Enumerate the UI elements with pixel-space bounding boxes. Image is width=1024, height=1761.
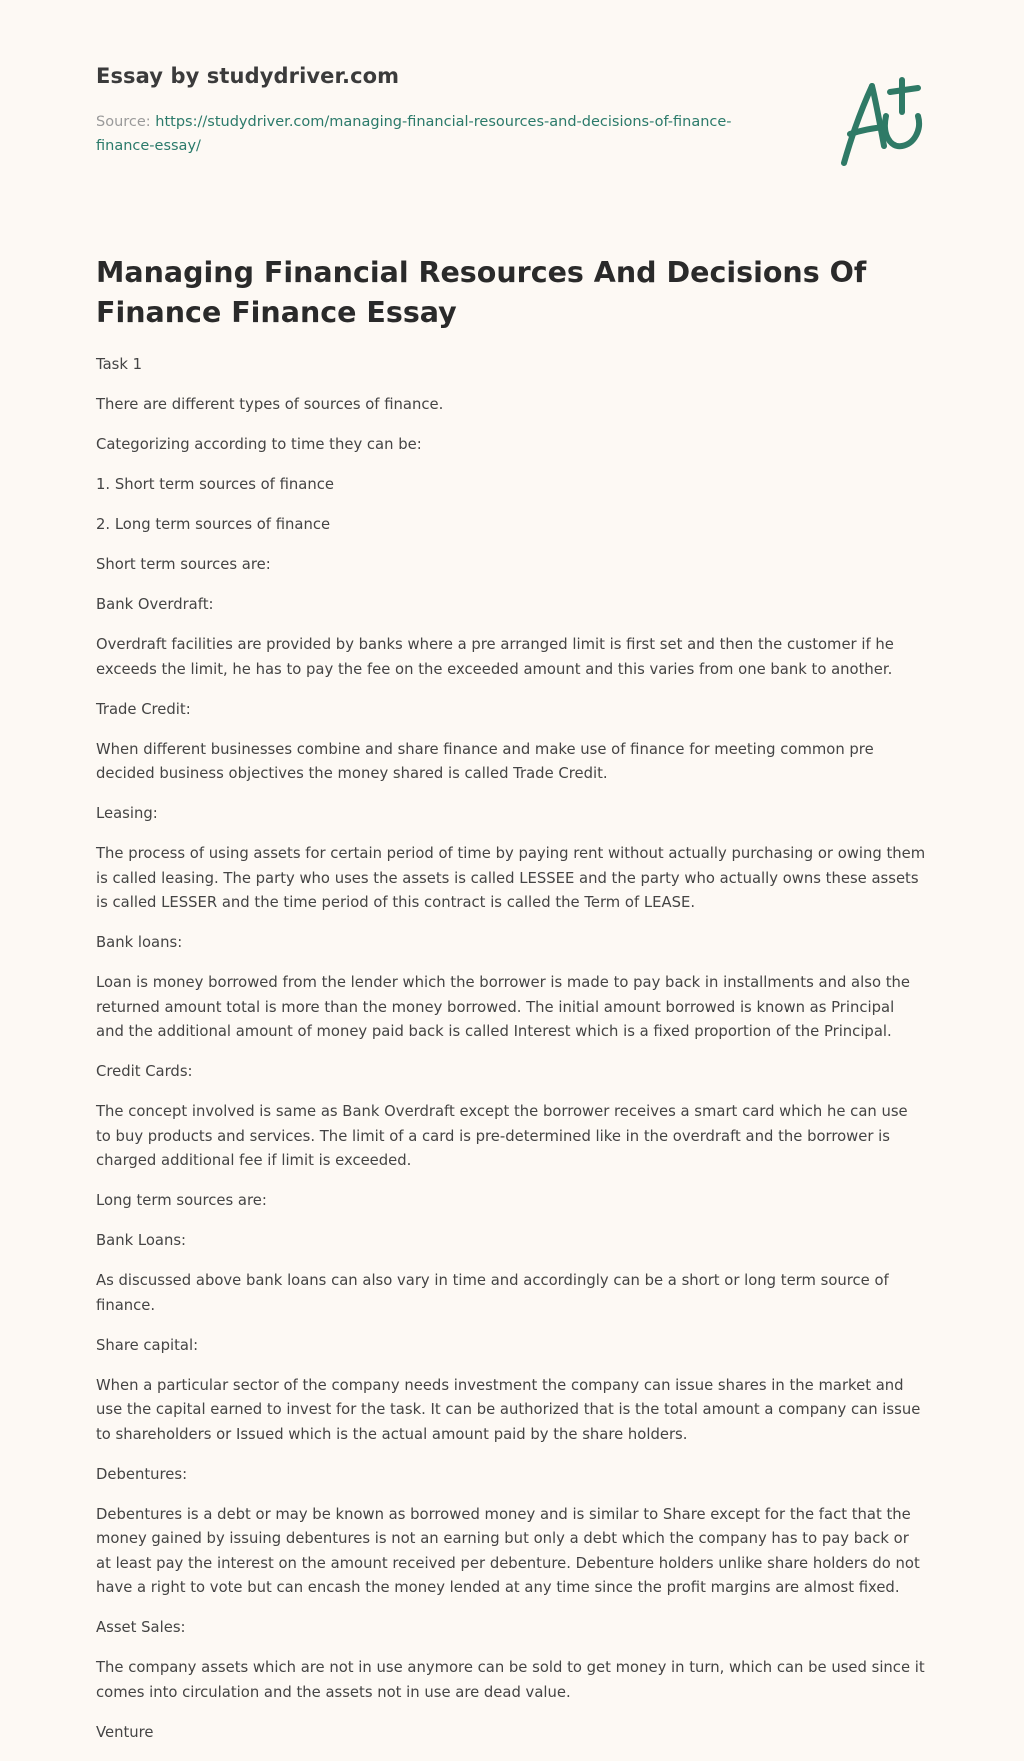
paragraph: The company assets which are not in use anymore can be sold to get money in turn, which can be used since it comes into circulation and the assets not in use are dead value. — [96, 1659, 925, 1701]
section-heading: Leasing: — [96, 805, 158, 822]
section-heading: Bank loans: — [96, 934, 183, 951]
section-heading: Share capital: — [96, 1336, 199, 1354]
paragraph: As discussed above bank loans can also vary in time and accordingly can be a short or long term source of finance. — [96, 1272, 889, 1314]
paragraph: Overdraft facilities are provided by banks where a pre arranged limit is first set and then the customer if he exceeds the limit, he has to pay the fee on the exceeded amount and this varies from one bank to another. — [96, 636, 894, 678]
paragraph: Debentures is a debt or may be known as borrowed money and is similar to Share except for the fact that the money gained by issuing debentures is not an earning but only a debt which the company has to pay back or at least pay the interest on the amount received per debenture. Debenture holders unlike share holders do not have a right to vote but can encash the money lended at any time since the profit margins are almost fixed. — [96, 1505, 920, 1596]
source-link[interactable]: https://studydriver.com/managing-financial-resources-and-decisions-of-finance-finance-essay/ — [96, 114, 732, 154]
section-heading: Venture — [96, 1723, 154, 1741]
section-heading: Long term sources are: — [96, 1192, 267, 1209]
site-title: Essay by studydriver.com — [96, 64, 400, 88]
paragraph: Task 1 — [96, 356, 143, 373]
section-heading: Asset Sales: — [96, 1619, 186, 1636]
document-title: Managing Financial Resources And Decisions Of Finance Finance Essay — [96, 256, 867, 329]
paragraph: 2. Long term sources of finance — [96, 516, 331, 533]
essay-body — [96, 353, 926, 1761]
source-line — [96, 110, 776, 158]
a-plus-logo-icon — [820, 72, 930, 168]
paragraph: The process of using assets for certain period of time by paying rent without actually purchasing or owing them is called leasing. The party who uses the assets is called LESSEE and the party who actually owns these assets is called LESSER and the time period of this contract is called the Term of LEASE. — [96, 845, 926, 911]
section-heading: Bank Overdraft: — [96, 596, 214, 613]
paragraph: Loan is money borrowed from the lender which the borrower is made to pay back in installments and also the returned amount total is more than the money borrowed. The initial amount borrowed is known as Principal and the additional amount of money paid back is called Interest which is a fixed proportion of the Principal. — [96, 974, 910, 1040]
paragraph: There are different types of sources of finance. — [96, 396, 444, 413]
paragraph: The concept involved is same as Bank Overdraft except the borrower receives a smart card which he can use to buy products and services. The limit of a card is pre-determined like in the overdraft and the borrower is charged additional fee if limit is exceeded. — [96, 1103, 908, 1169]
section-heading: Debentures: — [96, 1465, 188, 1483]
section-heading: Credit Cards: — [96, 1063, 193, 1080]
paragraph: When a particular sector of the company needs investment the company can issue shares in the market and use the capital earned to invest for the task. It can be authorized that is the total amount a company can issue to shareholders or Issued which is the actual amount paid by the share holders. — [96, 1376, 921, 1443]
paragraph: Categorizing according to time they can be: — [96, 436, 422, 453]
section-heading: Short term sources are: — [96, 556, 271, 573]
paragraph: When different businesses combine and share finance and make use of finance for meeting common pre decided business objectives the money shared is called Trade Credit. — [96, 740, 874, 782]
paragraph: 1. Short term sources of finance — [96, 476, 334, 493]
source-label: Source: — [96, 114, 156, 130]
section-heading: Bank Loans: — [96, 1232, 187, 1249]
section-heading: Trade Credit: — [96, 700, 191, 718]
